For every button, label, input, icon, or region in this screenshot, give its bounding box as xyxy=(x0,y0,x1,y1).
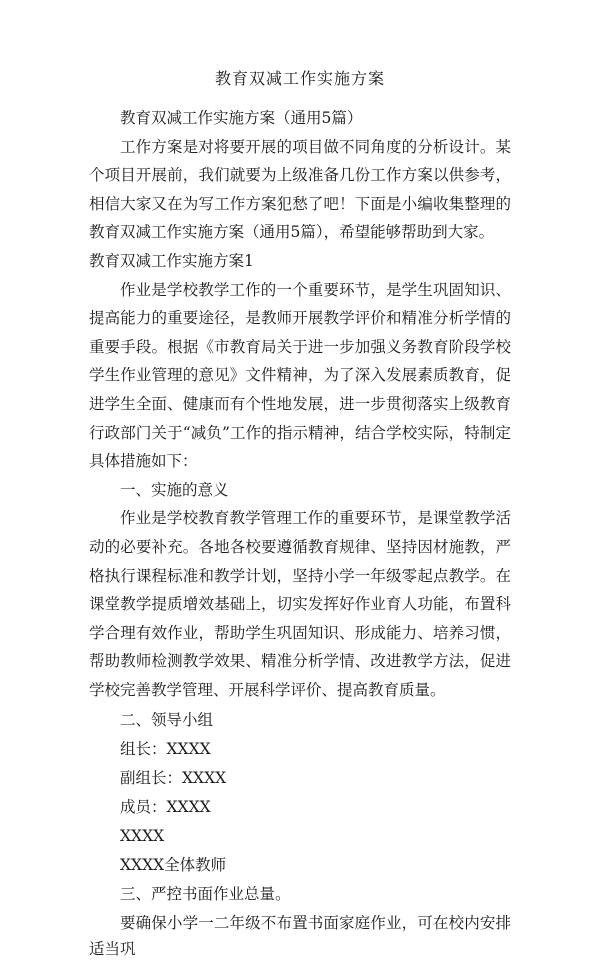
heading-significance: 一、实施的意义 xyxy=(120,480,229,499)
document-body xyxy=(89,104,511,962)
significance-paragraph: 作业是学校教育教学管理工作的重要环节，是课堂教学活动的必要补充。各地各校要遵循教育规律、坚持因材施教，严格执行课程标准和教学计划，坚持小学一年级零起点教学。在课堂教学提质增效基础上，切实发挥好作业育人功能，布置科学合理有效作业，帮助学生巩固知识、形成能力、培养习惯，帮助教师检测教学效果、精准分析学情、改进教学方法，促进学校完善教学管理、开展科学评价、提高教育质量。 xyxy=(89,509,511,699)
section-heading: 教育双减工作实施方案1 xyxy=(89,251,254,270)
heading-control: 三、严控书面作业总量。 xyxy=(120,885,291,904)
member-line: XXXX全体教师 xyxy=(120,856,227,875)
section-paragraph: 作业是学校教学工作的一个重要环节，是学生巩固知识、提高能力的重要途径，是教师开展教学评价和精准分析学情的重要手段。根据《市教育局关于进一步加强义务教育阶段学校学生作业管理的意见》文件精神，为了深入发展素质教育，促进学生全面、健康而有个性地发展，进一步贯彻落实上级教育行政部门关于“减负”工作的指示精神，结合学校实际，特制定具体措施如下： xyxy=(89,280,511,471)
leader-line: 组长：XXXX xyxy=(120,740,211,759)
document-title: 教育双减工作实施方案 xyxy=(214,69,385,88)
intro-paragraph: 工作方案是对将要开展的项目做不同角度的分析设计。某个项目开展前，我们就要为上级准备几份工作方案以供参考，相信大家又在为写工作方案犯愁了吧！下面是小编收集整理的教育双减工作实施方案（通用5篇），希望能够帮助到大家。 xyxy=(89,137,511,242)
vice-leader-line: 副组长：XXXX xyxy=(120,769,227,788)
heading-leadership: 二、领导小组 xyxy=(120,711,214,730)
subtitle: 教育双减工作实施方案（通用5篇） xyxy=(120,109,363,127)
members-line: 成员：XXXX xyxy=(120,798,211,817)
member-line: XXXX xyxy=(120,827,165,846)
control-paragraph: 要确保小学一二年级不布置书面家庭作业，可在校内安排适当巩 xyxy=(89,914,511,959)
